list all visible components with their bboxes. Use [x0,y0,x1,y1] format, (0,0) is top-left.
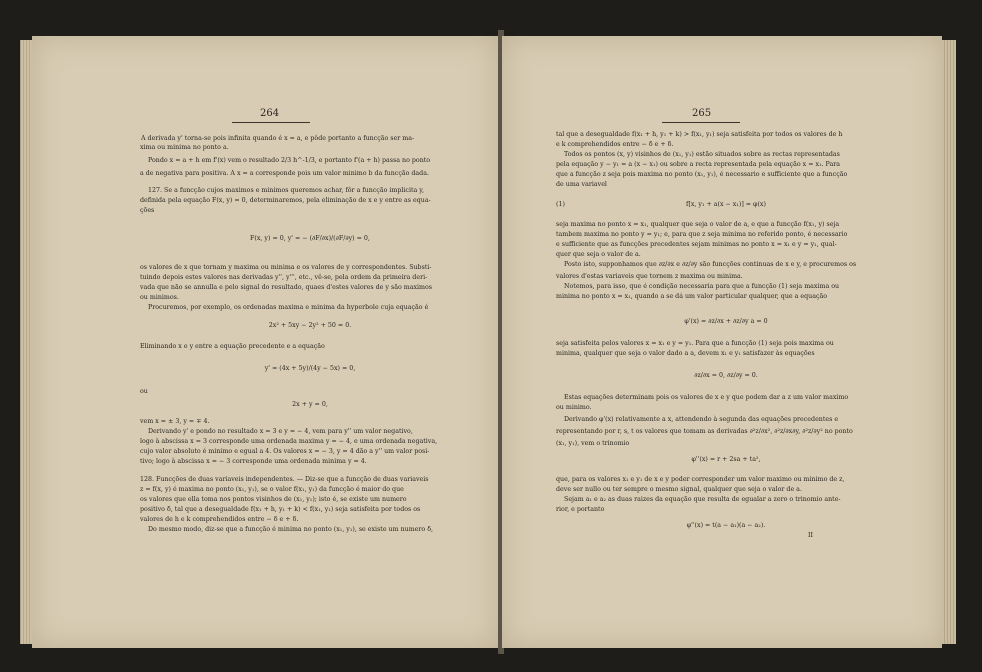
text-line: pela equação y − y₁ = a (x − x₁) ou sobre a recta representada pela equação x = x₁. Para [556,161,841,168]
text-line: a de negativa para positiva. A x = a corresponde pois um valor minimo b da funcção dada. [140,170,429,177]
equation: f[x, y₁ + a(x − x₁)] = φ(x) [686,201,766,208]
text-line: Estas equações determinam pois os valores de x e y que podem dar a z um valor maximo [564,394,849,401]
text-line: tambem maxima no ponto y = y₁; e, para que z seja minima no referido ponto, é necessario [556,231,848,238]
text-line: Derivando φ'(x) relativamente a x, attendendo à segunda das equações precedentes e [564,416,839,423]
text-line: e k comprehendidos entre − δ e + δ. [556,141,674,148]
section-127: 127. Se a funcção cujos maximos e minimos queremos achar, fôr a funcção implicita y, [148,187,424,194]
text-line: A derivada y' torna-se pois infinita quando é x = a, e pôde portanto a funcção ser ma- [141,135,415,142]
text-line: tivo; logo à abscissa x = − 3 corresponde uma ordenada minima y = 4. [140,458,367,465]
text-line: representando por r, s, t os valores que tomam as derivadas ∂²z/∂x², ∂²z/∂x∂y, ∂²z/∂y² no ponto [556,428,853,435]
text-line: ções [140,207,155,214]
text-line: Derivando y' e pondo no resultado x = 3 e y = − 4, vem para y'' um valor negativo, [148,428,413,435]
section-128: 128. Funcções de duas variaveis independentes. — Diz-se que a funcção de duas variaveis [140,476,429,483]
page-number: 264 [260,108,280,119]
signature-mark: II [808,532,813,539]
text-line: logo à abscissa x = 3 corresponde uma ordenada maxima y = − 4, e uma ordenada negativa, [140,438,438,445]
text-line: valores de h e k comprehendidos entre − δ e + δ. [140,516,299,523]
text-line: z = f(x, y) é maxima no ponto (x₁, y₁), se o valor f(x₁, y₁) da funcção é maior do que [140,486,404,493]
text-line: que a funcção z seja pois maxima no ponto (x₁, y₁), é necessario e sufficiente que a funcção [556,171,848,178]
text-line: Pondo x = a + h em f'(x) vem o resultado 2/3 h^-1/3, e portanto f'(a + h) passa no ponto [148,157,431,164]
left-page [32,36,500,648]
text-line: definida pela equação F(x, y) = 0, determinaremos, pela eliminação de x e y entre as equa- [140,197,431,204]
text-line: positivo δ, tal que a desegualdade f(x₁ + h, y₁ + k) < f(x₁, y₁) seja satisfeita por todos os [140,506,421,513]
text-line: Notemos, para isso, que é condição necessaria para que a funcção (1) seja maxima ou [564,283,840,290]
header-rule [232,122,310,123]
equation: 2x² + 5xy − 2y² + 50 = 0. [268,322,352,329]
text-line: tuindo depois estes valores nas derivadas y'', y''', etc., vê-se, pela ordem da primeira deri- [140,274,428,281]
text-line: Procuremos, por exemplo, os ordenadas maxima e minima da hyperbole cuja equação é [148,304,429,311]
text-line: os valores que ella toma nos pontos visinhos de (x₁, y₁); isto é, se existe um numero [140,496,407,503]
text-line: de uma variavel [556,181,607,188]
equation: F(x, y) = 0, y' = − (∂F/∂x)/(∂F/∂y) = 0, [250,235,370,242]
text-line: ou [140,388,148,395]
equation: φ''(x) = t(a − a₁)(a − a₂). [686,522,766,529]
text-line: minima no ponto x = x₁, quando a se dá um valor particular qualquer, que a equação [556,293,828,300]
text-line: xima ou minima no ponto a. [140,144,229,151]
text-line: ou minimo. [556,404,592,411]
text-line: deve ser nullo ou ter sempre o mesmo signal, qualquer que seja o valor de a. [556,486,802,493]
equation: φ'(x) = ∂z/∂x + ∂z/∂y a = 0 [684,318,768,325]
equation: ∂z/∂x = 0, ∂z/∂y = 0. [694,372,758,379]
text-line: os valores de x que tornam y maxima ou minima e os valores de y correspondentes. Substi- [140,264,432,271]
text-line: seja satisfeita pelos valores x = x₁ e y = y₁. Para que a funcção (1) seja pois maxima ou [556,340,834,347]
text-line: minima, qualquer que seja o valor dado a a, devem x₁ e y₁ satisfazer às equações [556,350,815,357]
text-line: Posto isto, supponhamos que ∂z/∂x e ∂z/∂y são funcções continuas de x e y, e procuremos os [564,261,857,268]
text-line: vada que não se annulla e pelo signal do resultado, quaes d'estes valores de y são maximos [140,284,433,291]
right-page [502,36,942,648]
equation: 2x + y = 0, [292,401,328,408]
text-line: (x₁, y₁), vem o trinomio [556,440,630,447]
text-line: seja maxima no ponto x = x₁, qualquer que seja o valor de a, e que a funcção f(x₁, y) seja [556,221,840,228]
equation: y' = (4x + 5y)/(4y − 5x) = 0, [264,365,356,372]
text-line: Sejam a₁ e a₂ as duas raizes da equação que resulta de egualar a zero o trinomio ante- [564,496,841,503]
text-line: Do mesmo modo, diz-se que a funcção é minima no ponto (x₁, y₁), se existe um numero δ, [148,526,433,533]
right-page-edges [942,40,956,644]
page-number: 265 [692,108,712,119]
text-line: que, para os valores x₁ e y₁ de x e y poder corresponder um valor maximo ou minimo de z, [556,476,845,483]
text-line: ou minimos. [140,294,179,301]
text-line: vem x = ± 3, y = ∓ 4. [140,418,210,425]
text-line: valores d'estas variaveis que tornem z maxima ou minima. [556,273,743,280]
text-line: Eliminando x e y entre a equação precedente e a equação [140,343,325,350]
text-line: e sufficiente que as funcções precedentes sejam minimas no ponto x = x₁ e y = y₁, qual- [556,241,837,248]
equation: φ''(x) = r + 2sa + ta², [691,456,761,463]
text-line: tal que a desegualdade f(x₁ + h, y₁ + k) > f(x₁, y₁) seja satisfeita por todos os valores de h [556,131,843,138]
text-line: quer que seja o valor de a. [556,251,641,258]
header-rule [662,122,740,123]
text-line: cujo valor absoluto é minimo e egual a 4. Os valores x = − 3, y = 4 dão a y'' um valor posi- [140,448,430,455]
text-line: rior, e portanto [556,506,605,513]
equation-number: (1) [556,201,565,208]
text-line: Todos os pontos (x, y) visinhos de (x₁, y₁) estão situados sobre as rectas representadas [564,151,840,158]
